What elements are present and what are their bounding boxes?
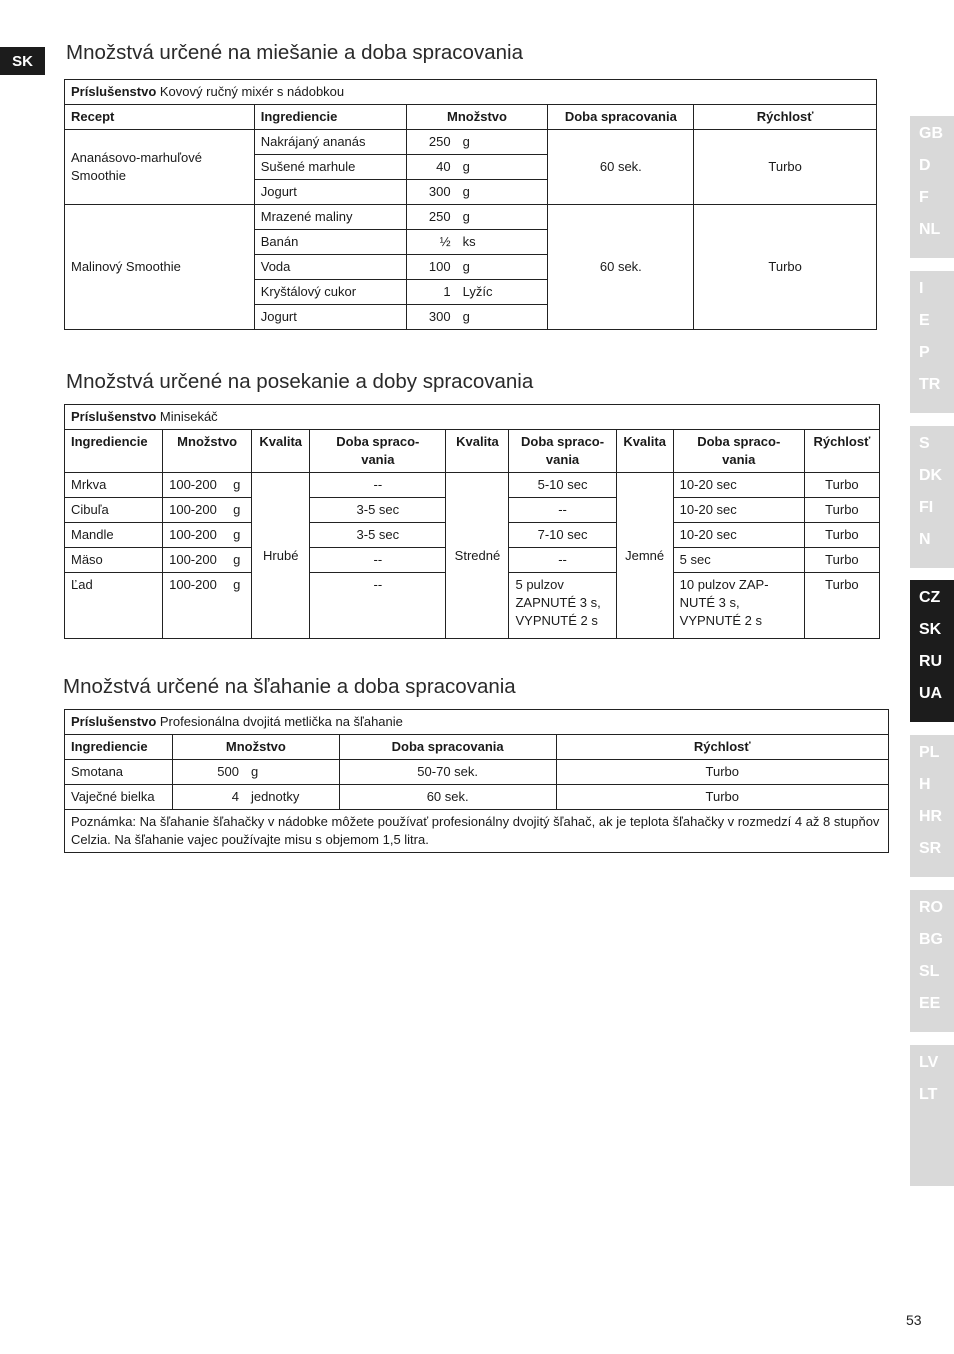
time-cell: 5-10 sec xyxy=(509,473,616,498)
quantity-cell: ½ ks xyxy=(406,230,548,255)
time-cell: 10-20 sec xyxy=(673,473,804,498)
quantity-cell: 100-200 g xyxy=(163,473,252,498)
table-row xyxy=(65,760,889,785)
recipe-name: Malinový Smoothie xyxy=(65,205,255,330)
lang-group-2[interactable] xyxy=(910,271,954,413)
accessory-label: Príslušenstvo xyxy=(71,84,157,99)
ingredient-cell: Jogurt xyxy=(254,180,406,205)
speed-cell: Turbo xyxy=(804,473,879,498)
time-cell: -- xyxy=(310,473,446,498)
lang-tab[interactable]: I xyxy=(919,280,924,297)
time-cell: -- xyxy=(509,548,616,573)
table-row xyxy=(65,130,877,155)
header-quality-medium: Kvalita xyxy=(446,430,509,473)
time-cell: -- xyxy=(310,573,446,639)
lang-tab[interactable]: LV xyxy=(919,1054,939,1071)
ingredient-cell: Smotana xyxy=(65,760,173,785)
accessory-label: Príslušenstvo xyxy=(71,409,157,424)
time-cell: -- xyxy=(310,548,446,573)
quantity-cell: 100 g xyxy=(406,255,548,280)
lang-group-1[interactable] xyxy=(910,116,954,258)
page-number: 53 xyxy=(906,1312,922,1328)
lang-tab[interactable]: CZ xyxy=(919,589,941,606)
accessory-label: Príslušenstvo xyxy=(71,714,157,729)
ingredient-cell: Mrkva xyxy=(65,473,163,498)
header-quality-fine: Kvalita xyxy=(616,430,673,473)
ingredient-cell: Jogurt xyxy=(254,305,406,330)
ingredient-cell: Mandle xyxy=(65,523,163,548)
lang-tab[interactable]: DK xyxy=(919,467,943,484)
accessory-value: Profesionálna dvojitá metlička na šľahanie xyxy=(159,714,403,729)
header-time-fine: Doba spraco- vania xyxy=(673,430,804,473)
header-time-medium: Doba spraco- vania xyxy=(509,430,616,473)
lang-tab[interactable]: RU xyxy=(919,653,943,670)
table-row xyxy=(65,473,880,498)
time-cell: 5 pulzov ZAPNUTÉ 3 s, VYPNUTÉ 2 s xyxy=(509,573,616,639)
lang-tab[interactable]: SR xyxy=(919,840,942,857)
lang-tab[interactable]: LT xyxy=(919,1086,938,1103)
accessory-row xyxy=(65,710,889,735)
ingredient-cell: Sušené marhule xyxy=(254,155,406,180)
header-time: Doba spracovania xyxy=(548,105,694,130)
lang-tab[interactable]: EE xyxy=(919,995,941,1012)
ingredient-cell: Banán xyxy=(254,230,406,255)
time-cell: 60 sek. xyxy=(548,205,694,330)
lang-tab[interactable]: RO xyxy=(919,899,943,916)
quantity-cell: 300 g xyxy=(406,180,548,205)
header-speed: Rýchlosť xyxy=(556,735,888,760)
lang-tab[interactable]: SK xyxy=(919,621,942,638)
section-title-chopping: Množstvá určené na posekanie a doby spracovania xyxy=(66,370,534,393)
quality-coarse-cell: Hrubé xyxy=(252,473,310,639)
quantity-cell: 40 g xyxy=(406,155,548,180)
lang-tab[interactable]: D xyxy=(919,157,931,174)
language-badge: SK xyxy=(0,47,45,75)
speed-cell: Turbo xyxy=(694,205,877,330)
speed-cell: Turbo xyxy=(804,548,879,573)
table-row xyxy=(65,785,889,810)
speed-cell: Turbo xyxy=(804,573,879,639)
quantity-cell: 250 g xyxy=(406,130,548,155)
lang-tab[interactable]: N xyxy=(919,531,931,548)
accessory-row xyxy=(65,80,877,105)
ingredient-cell: Mrazené maliny xyxy=(254,205,406,230)
accessory-value: Kovový ručný mixér s nádobkou xyxy=(159,84,345,99)
note-cell: Poznámka: Na šľahanie šľahačky v nádobke môžete používať profesionálny dvojitý šľahač, ak je teplota šľahačky v rozmedzí 4 až 8 stupňov Celzia. Na šľahanie vajec používajte misu s objemom 1,5 litra. xyxy=(65,810,889,853)
ingredient-cell: Mäso xyxy=(65,548,163,573)
speed-cell: Turbo xyxy=(556,785,888,810)
quantity-cell: 250 g xyxy=(406,205,548,230)
ingredient-cell: Cibuľa xyxy=(65,498,163,523)
lang-group-5[interactable] xyxy=(910,735,954,877)
ingredient-cell: Kryštálový cukor xyxy=(254,280,406,305)
header-ingredients: Ingrediencie xyxy=(65,430,163,473)
time-cell: 60 sek. xyxy=(548,130,694,205)
section-title-mixing: Množstvá určené na miešanie a doba spracovania xyxy=(66,41,523,64)
mixing-table xyxy=(64,79,877,330)
quantity-cell: 1 Lyžíc xyxy=(406,280,548,305)
header-speed: Rýchlosť xyxy=(804,430,879,473)
lang-group-4-active[interactable] xyxy=(910,580,954,722)
section-title-whipping: Množstvá určené na šľahanie a doba spracovania xyxy=(63,675,516,698)
ingredient-cell: Vaječné bielka xyxy=(65,785,173,810)
time-cell: -- xyxy=(509,498,616,523)
time-cell: 7-10 sec xyxy=(509,523,616,548)
time-cell: 10 pulzov ZAP-NUTÉ 3 s, VYPNUTÉ 2 s xyxy=(673,573,804,639)
time-cell: 5 sec xyxy=(673,548,804,573)
lang-group-6[interactable] xyxy=(910,890,954,1032)
lang-tab[interactable]: UA xyxy=(919,685,943,702)
time-cell: 10-20 sec xyxy=(673,523,804,548)
whipping-table xyxy=(64,709,889,853)
header-quality-coarse: Kvalita xyxy=(252,430,310,473)
table-row xyxy=(65,205,877,230)
quantity-cell: 300 g xyxy=(406,305,548,330)
chopping-table xyxy=(64,404,880,639)
time-cell: 3-5 sec xyxy=(310,498,446,523)
speed-cell: Turbo xyxy=(804,523,879,548)
time-cell: 50-70 sek. xyxy=(339,760,556,785)
speed-cell: Turbo xyxy=(556,760,888,785)
lang-tab[interactable]: BG xyxy=(919,931,943,948)
lang-group-3[interactable] xyxy=(910,426,954,568)
header-quantity: Množstvo xyxy=(163,430,252,473)
header-time: Doba spracovania xyxy=(339,735,556,760)
lang-tab[interactable]: HR xyxy=(919,808,943,825)
lang-tab[interactable]: P xyxy=(919,344,930,361)
recipe-name: Ananásovo-marhuľové Smoothie xyxy=(65,130,255,205)
quantity-cell: 100-200 g xyxy=(163,498,252,523)
quantity-cell: 500 g xyxy=(172,760,339,785)
quantity-cell: 100-200 g xyxy=(163,523,252,548)
time-cell: 3-5 sec xyxy=(310,523,446,548)
header-ingredients: Ingrediencie xyxy=(254,105,406,130)
accessory-row xyxy=(65,405,880,430)
lang-tab[interactable]: FI xyxy=(919,499,934,516)
quality-fine-cell: Jemné xyxy=(616,473,673,639)
speed-cell: Turbo xyxy=(804,498,879,523)
lang-tab[interactable]: F xyxy=(919,189,929,206)
quantity-cell: 100-200 g xyxy=(163,573,252,639)
quantity-cell: 4 jednotky xyxy=(172,785,339,810)
time-cell: 10-20 sec xyxy=(673,498,804,523)
header-time-coarse: Doba spraco- vania xyxy=(310,430,446,473)
header-speed: Rýchlosť xyxy=(694,105,877,130)
lang-tab[interactable]: TR xyxy=(919,376,941,393)
lang-tab[interactable]: NL xyxy=(919,221,941,238)
lang-tab[interactable]: PL xyxy=(919,744,940,761)
lang-tab[interactable]: E xyxy=(919,312,930,329)
ingredient-cell: Ľad xyxy=(65,573,163,639)
lang-tab[interactable]: SL xyxy=(919,963,940,980)
ingredient-cell: Nakrájaný ananás xyxy=(254,130,406,155)
lang-group-7[interactable] xyxy=(910,1045,954,1186)
accessory-value: Minisekáč xyxy=(159,409,218,424)
lang-tab[interactable]: S xyxy=(919,435,930,452)
header-quantity: Množstvo xyxy=(406,105,548,130)
quantity-cell: 100-200 g xyxy=(163,548,252,573)
header-ingredients: Ingrediencie xyxy=(65,735,173,760)
time-cell: 60 sek. xyxy=(339,785,556,810)
lang-tab[interactable]: GB xyxy=(919,125,943,142)
speed-cell: Turbo xyxy=(694,130,877,205)
header-recipe: Recept xyxy=(65,105,255,130)
ingredient-cell: Voda xyxy=(254,255,406,280)
header-quantity: Množstvo xyxy=(172,735,339,760)
quality-medium-cell: Stredné xyxy=(446,473,509,639)
lang-tab[interactable]: H xyxy=(919,776,931,793)
